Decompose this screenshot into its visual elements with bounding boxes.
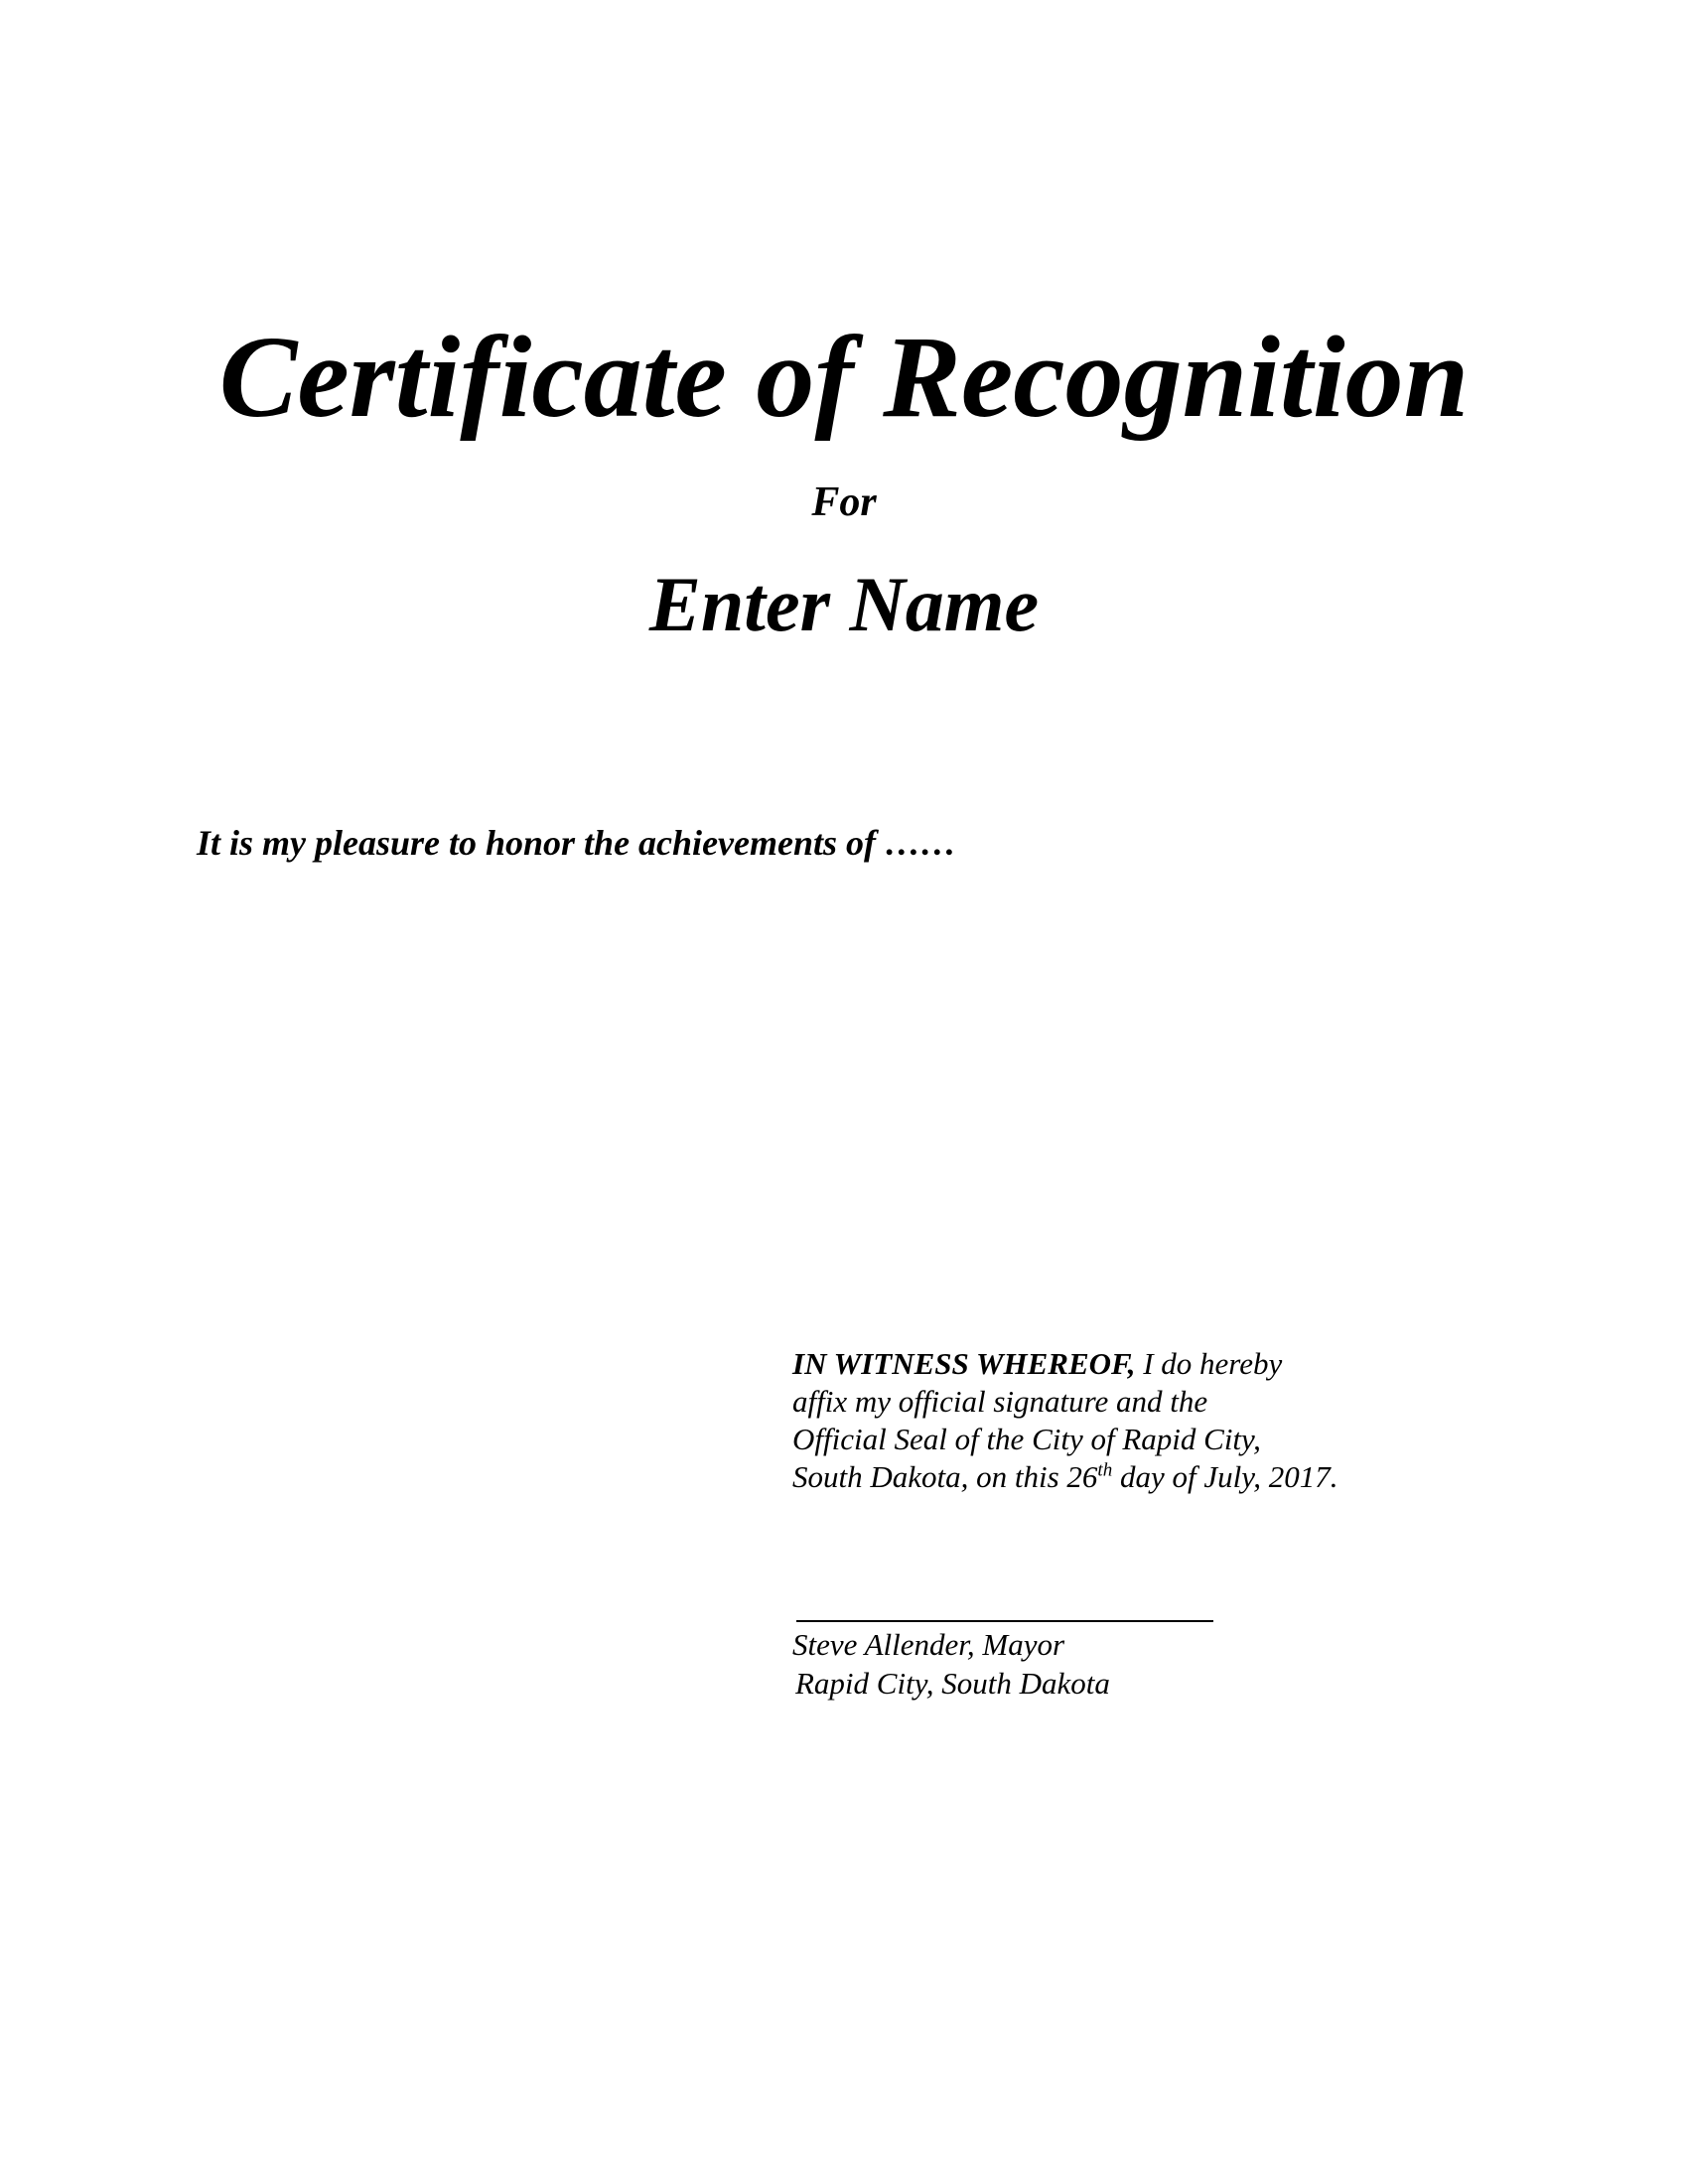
- signer-location: Rapid City, South Dakota: [795, 1666, 1110, 1701]
- witness-line-2: affix my official signature and the: [792, 1384, 1208, 1419]
- intro-text: It is my pleasure to honor the achievements of ……: [197, 823, 956, 863]
- witness-date-prefix: South Dakota, on this 26: [792, 1459, 1098, 1494]
- signer-block: [792, 1625, 1110, 1703]
- recipient-name: Enter Name: [648, 561, 1040, 647]
- signature-line: [796, 1620, 1213, 1622]
- witness-line-1-rest: I do hereby: [1135, 1346, 1283, 1381]
- witness-date-ordinal: th: [1097, 1459, 1113, 1481]
- witness-lead: IN WITNESS WHEREOF,: [792, 1346, 1136, 1381]
- witness-line-1: [792, 1345, 1338, 1383]
- witness-date-suffix: day of July, 2017.: [1112, 1459, 1338, 1494]
- witness-line-3: Official Seal of the City of Rapid City,: [792, 1422, 1261, 1456]
- for-label: For: [811, 479, 877, 525]
- witness-statement: [792, 1345, 1338, 1496]
- witness-line-4: [792, 1458, 1338, 1496]
- signer-name-title: Steve Allender, Mayor: [792, 1627, 1065, 1662]
- certificate-title: Certificate of Recognition: [218, 312, 1470, 442]
